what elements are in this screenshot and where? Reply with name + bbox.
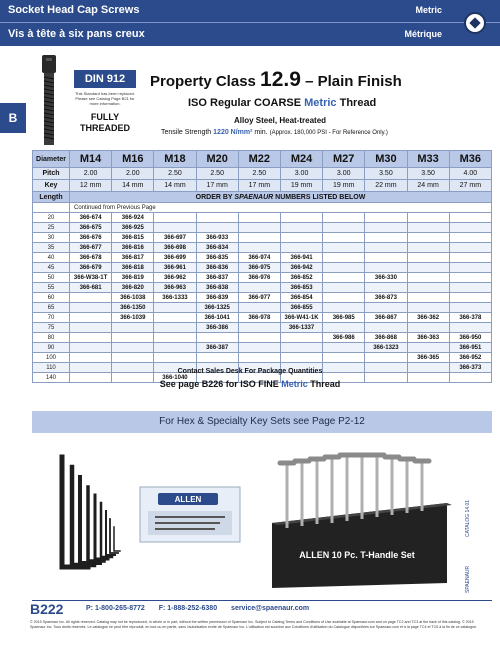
din-note: This Standard has been replaced. Please see Catalog Page B21 for more information. bbox=[74, 91, 136, 106]
part-number-cell: 366-378 bbox=[449, 313, 491, 323]
part-number-cell bbox=[112, 353, 154, 363]
table-row bbox=[33, 273, 492, 283]
part-number-cell bbox=[365, 253, 407, 263]
part-number-cell: 366-697 bbox=[154, 233, 196, 243]
part-number-cell: 366-873 bbox=[365, 293, 407, 303]
part-number-cell bbox=[280, 353, 322, 363]
material-label: Alloy Steel, Heat-treated bbox=[234, 116, 327, 125]
part-number-cell bbox=[154, 343, 196, 353]
part-number-cell: 366-868 bbox=[365, 333, 407, 343]
part-number-cell bbox=[407, 223, 449, 233]
part-number-cell bbox=[196, 333, 238, 343]
part-number-cell bbox=[323, 323, 365, 333]
part-number-cell bbox=[154, 333, 196, 343]
see-fine-metric: Metric bbox=[281, 379, 308, 389]
table-row bbox=[33, 353, 492, 363]
part-number-cell: 366-819 bbox=[112, 273, 154, 283]
diameter-label: Diameter bbox=[33, 151, 70, 168]
allen-box-logo: ALLEN bbox=[174, 495, 202, 504]
diameter-cell: M14 bbox=[70, 151, 112, 168]
pitch-cell: 4.00 bbox=[449, 168, 491, 180]
part-number-cell: 366-330 bbox=[365, 273, 407, 283]
part-number-cell bbox=[280, 333, 322, 343]
table-row bbox=[33, 263, 492, 273]
part-number-cell: 366-678 bbox=[70, 253, 112, 263]
part-number-cell: 366-837 bbox=[196, 273, 238, 283]
part-number-cell bbox=[70, 303, 112, 313]
part-number-cell: 366-977 bbox=[238, 293, 280, 303]
part-number-cell bbox=[70, 293, 112, 303]
key-cell: 14 mm bbox=[154, 180, 196, 192]
part-number-cell bbox=[112, 333, 154, 343]
part-number-cell: 366-924 bbox=[112, 213, 154, 223]
diameter-cell: M24 bbox=[280, 151, 322, 168]
part-number-cell: 366-975 bbox=[238, 263, 280, 273]
pitch-cell: 2.50 bbox=[154, 168, 196, 180]
tensile-prefix: Tensile Strength bbox=[161, 129, 214, 136]
part-number-cell bbox=[154, 323, 196, 333]
part-number-cell: 366-1039 bbox=[112, 313, 154, 323]
part-number-cell bbox=[323, 293, 365, 303]
part-number-cell: 366-676 bbox=[70, 233, 112, 243]
part-number-cell bbox=[407, 343, 449, 353]
part-number-cell: 366-834 bbox=[196, 243, 238, 253]
part-number-cell: 366-677 bbox=[70, 243, 112, 253]
key-row bbox=[33, 180, 492, 192]
part-number-cell: 366-986 bbox=[323, 333, 365, 343]
pitch-cell: 3.00 bbox=[280, 168, 322, 180]
t-handle-set-image bbox=[262, 443, 457, 593]
title-suffix: – Plain Finish bbox=[300, 73, 402, 90]
part-number-cell bbox=[365, 323, 407, 333]
part-number-cell bbox=[449, 293, 491, 303]
part-number-cell bbox=[238, 353, 280, 363]
part-number-cell bbox=[154, 303, 196, 313]
see-fine-thread-link[interactable] bbox=[0, 379, 500, 389]
part-number-cell: 366-W38-1T bbox=[70, 273, 112, 283]
part-number-cell bbox=[280, 343, 322, 353]
part-number-cell bbox=[280, 223, 322, 233]
diameter-cell: M20 bbox=[196, 151, 238, 168]
key-cell: 19 mm bbox=[280, 180, 322, 192]
part-number-cell bbox=[323, 343, 365, 353]
hex-key-sets-note: For Hex & Specialty Key Sets see Page P2-12 bbox=[32, 411, 492, 433]
pitch-label: Pitch bbox=[33, 168, 70, 180]
order-note-prefix: ORDER BY bbox=[195, 193, 235, 201]
length-cell: 20 bbox=[33, 213, 70, 223]
table-row bbox=[33, 223, 492, 233]
part-number-cell: 366-1325 bbox=[196, 303, 238, 313]
header-divider bbox=[0, 22, 500, 23]
length-cell: 50 bbox=[33, 273, 70, 283]
part-number-cell: 366-952 bbox=[449, 353, 491, 363]
side-vertical-text bbox=[463, 485, 477, 595]
key-cell: 19 mm bbox=[323, 180, 365, 192]
t-handle-box-label: ALLEN 10 Pc. T-Handle Set bbox=[299, 550, 415, 560]
part-number-cell: 366-961 bbox=[154, 263, 196, 273]
table-row bbox=[33, 213, 492, 223]
length-cell: 45 bbox=[33, 263, 70, 273]
part-number-cell: 366-951 bbox=[449, 343, 491, 353]
part-number-cell bbox=[70, 343, 112, 353]
table-row bbox=[33, 333, 492, 343]
part-number-cell: 366-1041 bbox=[196, 313, 238, 323]
footer-contacts bbox=[86, 605, 321, 612]
table-row bbox=[33, 253, 492, 263]
part-number-cell bbox=[449, 283, 491, 293]
length-cell: 25 bbox=[33, 223, 70, 233]
part-number-cell: 366-818 bbox=[112, 263, 154, 273]
part-number-cell bbox=[365, 263, 407, 273]
pitch-cell: 2.50 bbox=[196, 168, 238, 180]
length-cell: 55 bbox=[33, 283, 70, 293]
part-number-cell bbox=[323, 273, 365, 283]
diameter-cell: M18 bbox=[154, 151, 196, 168]
part-number-cell bbox=[407, 233, 449, 243]
part-number-cell bbox=[280, 243, 322, 253]
order-note-suffix: NUMBERS LISTED BELOW bbox=[273, 193, 366, 201]
iso-thread-title bbox=[188, 97, 376, 109]
part-number-cell: 366-362 bbox=[407, 313, 449, 323]
part-number-cell bbox=[323, 303, 365, 313]
key-cell: 14 mm bbox=[112, 180, 154, 192]
part-number-cell: 366-942 bbox=[280, 263, 322, 273]
key-cell: 27 mm bbox=[449, 180, 491, 192]
part-number-cell: 366-985 bbox=[323, 313, 365, 323]
part-number-cell: 366-699 bbox=[154, 253, 196, 263]
length-cell: 80 bbox=[33, 333, 70, 343]
key-label: Key bbox=[33, 180, 70, 192]
part-number-cell: 366-820 bbox=[112, 283, 154, 293]
part-number-cell bbox=[70, 323, 112, 333]
part-number-cell bbox=[407, 283, 449, 293]
part-number-cell bbox=[238, 243, 280, 253]
part-number-cell bbox=[449, 253, 491, 263]
table-row bbox=[33, 323, 492, 333]
part-number-cell bbox=[365, 353, 407, 363]
part-number-cell: 366-674 bbox=[70, 213, 112, 223]
part-number-cell bbox=[407, 273, 449, 283]
length-cell: 60 bbox=[33, 293, 70, 303]
part-number-cell bbox=[449, 213, 491, 223]
section-tab: B bbox=[0, 103, 26, 133]
part-number-cell: 366-1038 bbox=[112, 293, 154, 303]
pitch-cell: 3.50 bbox=[365, 168, 407, 180]
part-number-cell bbox=[280, 233, 322, 243]
part-number-cell: 366-853 bbox=[280, 283, 322, 293]
part-number-cell: 366-1350 bbox=[112, 303, 154, 313]
table-row bbox=[33, 233, 492, 243]
part-number-cell bbox=[70, 313, 112, 323]
key-cell: 17 mm bbox=[196, 180, 238, 192]
iso-suffix: Thread bbox=[336, 97, 377, 109]
part-number-cell bbox=[365, 303, 407, 313]
table-row bbox=[33, 293, 492, 303]
length-cell: 75 bbox=[33, 323, 70, 333]
part-number-cell: 366-950 bbox=[449, 333, 491, 343]
length-cell: 70 bbox=[33, 313, 70, 323]
part-number-cell bbox=[323, 283, 365, 293]
part-number-cell bbox=[238, 223, 280, 233]
header-title-fr: Vis à tête à six pans creux bbox=[8, 28, 145, 40]
part-number-cell bbox=[112, 343, 154, 353]
part-number-cell: 366-839 bbox=[196, 293, 238, 303]
length-cell: 100 bbox=[33, 353, 70, 363]
part-number-cell bbox=[407, 243, 449, 253]
key-cell: 12 mm bbox=[70, 180, 112, 192]
part-number-cell bbox=[407, 253, 449, 263]
part-number-cell: 366-373 bbox=[449, 363, 491, 373]
part-number-cell: 366-933 bbox=[196, 233, 238, 243]
length-cell: 90 bbox=[33, 343, 70, 353]
hex-key-set-image bbox=[40, 447, 250, 592]
part-number-cell: 366-835 bbox=[196, 253, 238, 263]
pitch-cell: 3.00 bbox=[323, 168, 365, 180]
part-number-cell bbox=[449, 303, 491, 313]
din-standard-badge: DIN 912 bbox=[74, 70, 136, 88]
pitch-cell: 3.50 bbox=[407, 168, 449, 180]
property-class-title bbox=[150, 68, 402, 92]
part-number-cell bbox=[323, 233, 365, 243]
footer-divider bbox=[32, 600, 492, 601]
part-number-cell bbox=[323, 243, 365, 253]
key-cell: 24 mm bbox=[407, 180, 449, 192]
part-number-cell bbox=[323, 263, 365, 273]
part-number-cell bbox=[449, 273, 491, 283]
length-cell: 110 bbox=[33, 363, 70, 373]
pitch-row bbox=[33, 168, 492, 180]
continued-row bbox=[33, 203, 492, 213]
thread-type-label: FULLY THREADED bbox=[79, 112, 130, 133]
diameter-row bbox=[33, 151, 492, 168]
diameter-cell: M22 bbox=[238, 151, 280, 168]
part-number-cell bbox=[323, 213, 365, 223]
length-cell: 65 bbox=[33, 303, 70, 313]
part-number-cell bbox=[238, 323, 280, 333]
length-cell: 30 bbox=[33, 233, 70, 243]
legal-text: © 2015 Spaenaur Inc. All rights reserved. Catalog may not be reproduced, in whole or in part, without the written permission of Spaenaur Inc. Subject to Catalog Terms and Conditions of Use available at Spaenaur.com and on page TC2 and TC3 at the back of this catalog. © 2015 Spaenaur Inc. Tous droits réservés. Le catalogue ne peut être reproduit, en tout ou en partie, sans l'autorisation écrite de Spaenaur Inc. L'utilisation est soumise aux Conditions d'utilisation du Catalogue disponibles sur Spaenaur.com et à la page TC4 et TC5 à la fin de ce catalogue. bbox=[30, 620, 478, 629]
part-number-cell bbox=[70, 353, 112, 363]
part-number-cell bbox=[154, 223, 196, 233]
pitch-cell: 2.50 bbox=[238, 168, 280, 180]
key-cell: 22 mm bbox=[365, 180, 407, 192]
part-number-cell bbox=[449, 223, 491, 233]
part-number-cell: 366-1337 bbox=[280, 323, 322, 333]
title-prefix: Property Class bbox=[150, 73, 261, 90]
part-number-cell bbox=[323, 353, 365, 363]
footer-fax: F: 1-888-252-6380 bbox=[158, 605, 218, 612]
part-number-cell bbox=[365, 223, 407, 233]
part-number-cell bbox=[238, 343, 280, 353]
part-number-cell bbox=[238, 213, 280, 223]
part-number-cell: 366-W41-1K bbox=[280, 313, 322, 323]
part-number-cell: 366-386 bbox=[196, 323, 238, 333]
iso-prefix: ISO Regular COARSE bbox=[188, 97, 305, 109]
part-number-cell: 366-978 bbox=[238, 313, 280, 323]
part-number-cell bbox=[365, 283, 407, 293]
pitch-cell: 2.00 bbox=[112, 168, 154, 180]
contact-note: Contact Sales Desk For Package Quantities bbox=[177, 368, 323, 375]
diameter-cell: M36 bbox=[449, 151, 491, 168]
table-row bbox=[33, 313, 492, 323]
iso-metric: Metric bbox=[304, 97, 337, 109]
part-number-cell bbox=[323, 253, 365, 263]
part-number-cell bbox=[407, 263, 449, 273]
part-number-cell bbox=[238, 233, 280, 243]
part-number-cell: 366-815 bbox=[112, 233, 154, 243]
part-number-cell: 366-976 bbox=[238, 273, 280, 283]
length-cell bbox=[33, 203, 70, 213]
header-metric-fr: Métrique bbox=[404, 29, 442, 39]
page-number: B222 bbox=[30, 601, 64, 617]
part-number-table bbox=[32, 150, 492, 383]
header-metric-en: Metric bbox=[415, 5, 442, 15]
part-number-cell: 366-675 bbox=[70, 223, 112, 233]
part-number-cell bbox=[238, 283, 280, 293]
part-number-cell: 366-852 bbox=[280, 273, 322, 283]
key-cell: 17 mm bbox=[238, 180, 280, 192]
order-note bbox=[70, 192, 492, 203]
part-number-cell bbox=[154, 213, 196, 223]
part-number-cell: 366-1040 bbox=[154, 373, 196, 383]
length-cell: 140 bbox=[33, 373, 70, 383]
part-number-cell: 366-867 bbox=[365, 313, 407, 323]
part-number-cell: 366-679 bbox=[70, 263, 112, 273]
part-number-cell: 366-962 bbox=[154, 273, 196, 283]
part-number-cell bbox=[365, 233, 407, 243]
pitch-cell: 2.00 bbox=[70, 168, 112, 180]
length-cell: 35 bbox=[33, 243, 70, 253]
part-number-cell: 366-925 bbox=[112, 223, 154, 233]
part-number-cell bbox=[196, 213, 238, 223]
diameter-cell: M16 bbox=[112, 151, 154, 168]
part-number-cell: 366-941 bbox=[280, 253, 322, 263]
part-number-cell bbox=[449, 243, 491, 253]
part-number-cell: 366-363 bbox=[407, 333, 449, 343]
hex-socket-icon bbox=[464, 12, 486, 34]
part-number-cell bbox=[280, 213, 322, 223]
table-row bbox=[33, 303, 492, 313]
table-row bbox=[33, 243, 492, 253]
length-header-row bbox=[33, 192, 492, 203]
part-number-cell: 366-838 bbox=[196, 283, 238, 293]
part-number-cell bbox=[196, 223, 238, 233]
brand-vertical: SPAENAUR bbox=[465, 565, 471, 593]
part-number-cell: 366-698 bbox=[154, 243, 196, 253]
part-number-cell bbox=[407, 323, 449, 333]
part-number-cell bbox=[365, 243, 407, 253]
part-number-cell bbox=[238, 303, 280, 313]
part-number-cell bbox=[70, 333, 112, 343]
part-number-cell bbox=[154, 313, 196, 323]
diameter-cell: M33 bbox=[407, 151, 449, 168]
part-number-cell bbox=[112, 323, 154, 333]
part-number-cell: 366-817 bbox=[112, 253, 154, 263]
diameter-cell: M30 bbox=[365, 151, 407, 168]
part-number-cell: 366-974 bbox=[238, 253, 280, 263]
part-number-cell: 366-816 bbox=[112, 243, 154, 253]
tensile-value: 1220 N/mm² bbox=[213, 129, 253, 136]
tensile-reference: (Approx. 180,000 PSI - For Reference Only.) bbox=[269, 130, 388, 136]
continued-note: Continued from Previous Page bbox=[70, 203, 492, 213]
catalog-code: CATALOG 14.01 bbox=[465, 499, 471, 537]
footer-phone: P: 1-800-265-8772 bbox=[86, 605, 145, 612]
title-class: 12.9 bbox=[260, 68, 301, 91]
header-title-en: Socket Head Cap Screws bbox=[8, 4, 140, 16]
part-number-cell bbox=[449, 233, 491, 243]
tensile-strength bbox=[161, 129, 388, 136]
part-number-cell: 366-365 bbox=[407, 353, 449, 363]
part-number-cell bbox=[449, 323, 491, 333]
order-note-brand: SPAENAUR bbox=[234, 193, 274, 201]
part-number-cell bbox=[407, 213, 449, 223]
part-number-cell bbox=[238, 333, 280, 343]
length-label: Length bbox=[33, 192, 70, 203]
part-number-cell bbox=[407, 303, 449, 313]
part-number-cell: 366-854 bbox=[280, 293, 322, 303]
part-number-cell: 366-387 bbox=[196, 343, 238, 353]
part-number-cell: 366-836 bbox=[196, 263, 238, 273]
table-row bbox=[33, 283, 492, 293]
part-number-cell: 366-855 bbox=[280, 303, 322, 313]
part-number-cell: 366-1333 bbox=[154, 293, 196, 303]
part-number-cell bbox=[196, 353, 238, 363]
diameter-cell: M27 bbox=[323, 151, 365, 168]
footer-email[interactable]: service@spaenaur.com bbox=[231, 605, 310, 612]
table-row bbox=[33, 343, 492, 353]
tensile-min: min. bbox=[252, 129, 270, 136]
page-header bbox=[0, 0, 500, 46]
cap-screw-image bbox=[40, 55, 58, 145]
part-number-cell bbox=[365, 213, 407, 223]
part-number-cell: 366-963 bbox=[154, 283, 196, 293]
length-cell: 40 bbox=[33, 253, 70, 263]
part-number-cell bbox=[154, 353, 196, 363]
see-fine-suffix: Thread bbox=[307, 379, 341, 389]
part-number-cell bbox=[323, 223, 365, 233]
part-number-cell bbox=[407, 293, 449, 303]
part-number-cell: 366-681 bbox=[70, 283, 112, 293]
part-number-cell bbox=[449, 263, 491, 273]
see-fine-prefix: See page B226 for ISO FINE bbox=[159, 379, 282, 389]
part-number-cell: 366-1323 bbox=[365, 343, 407, 353]
